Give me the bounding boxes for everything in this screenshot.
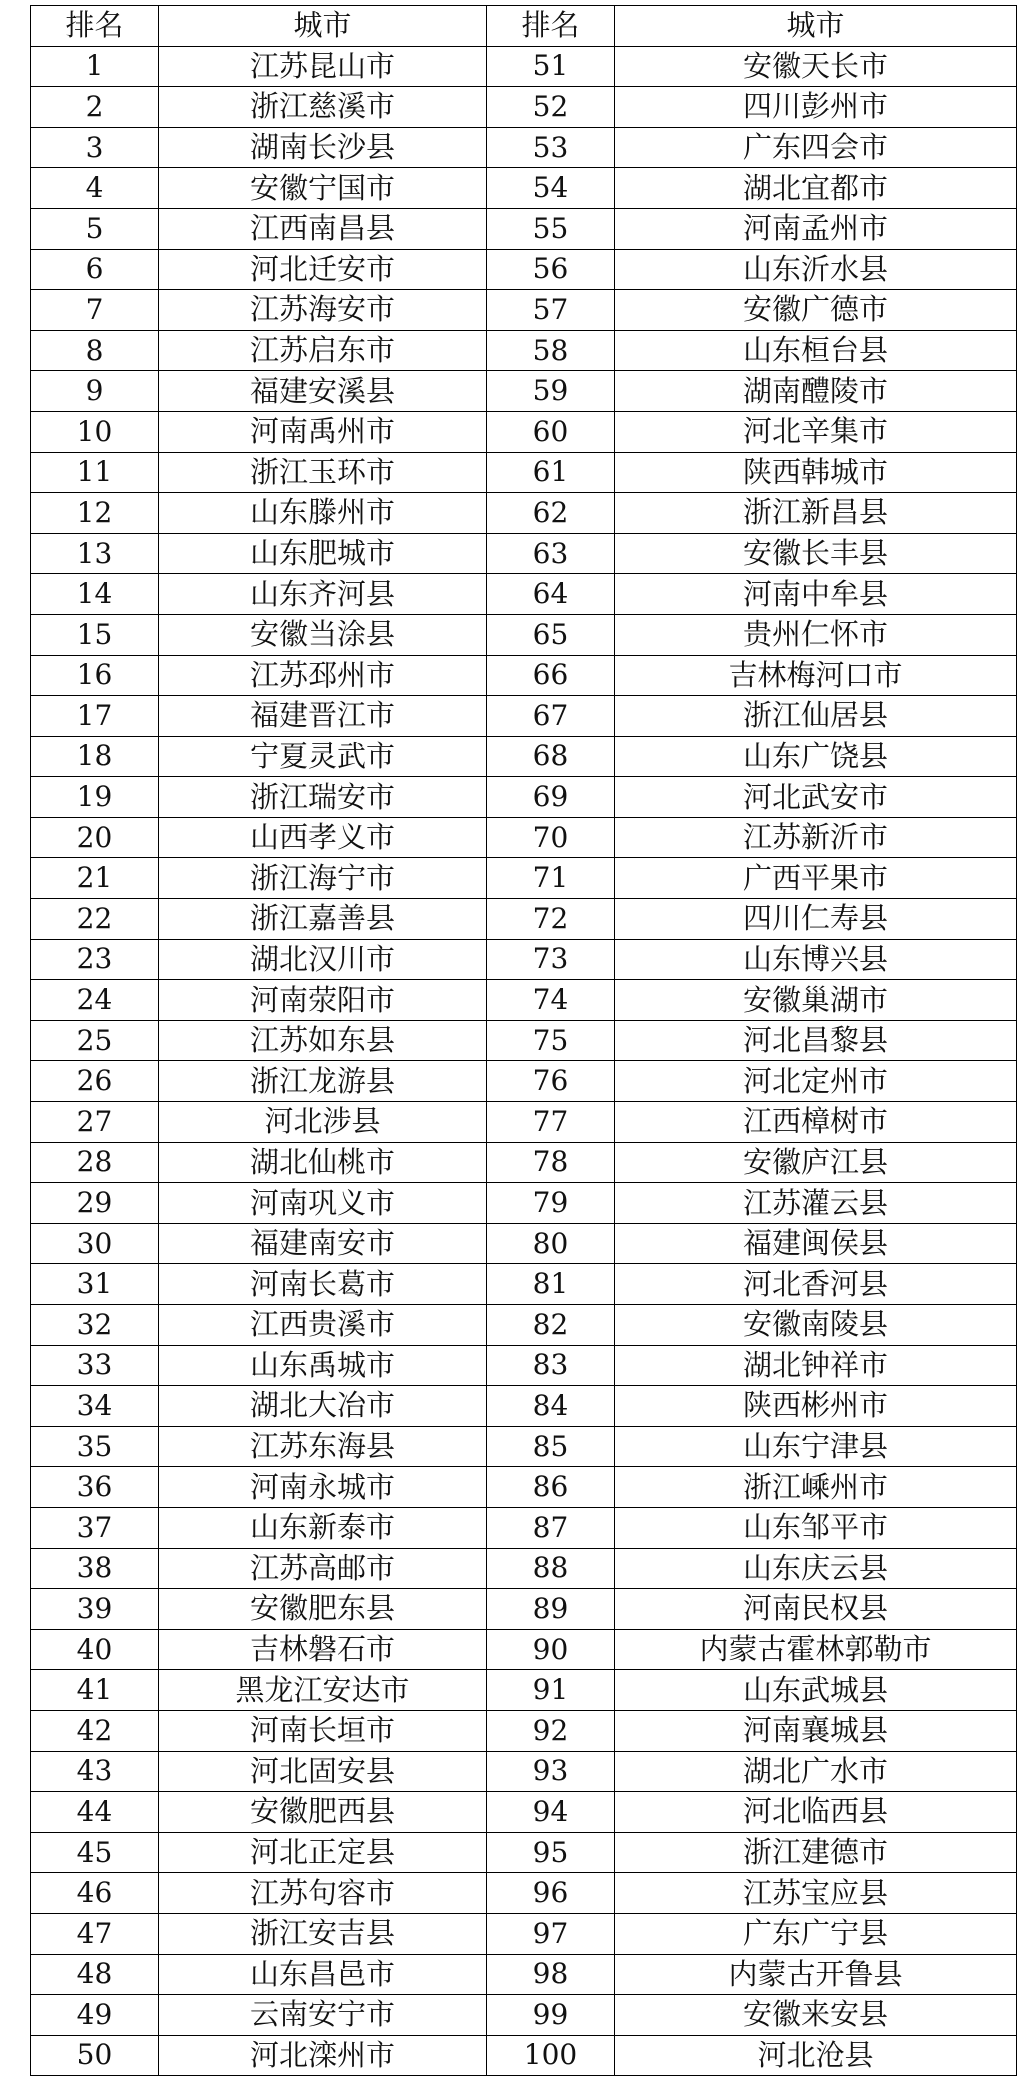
rank-right-cell: 94 (487, 1792, 615, 1833)
table-row (31, 1264, 1017, 1305)
rank-right-cell: 54 (487, 168, 615, 209)
city-left-cell: 山西孝义市 (159, 817, 487, 858)
city-left-cell: 山东禹城市 (159, 1345, 487, 1386)
rank-left-cell: 8 (31, 330, 159, 371)
rank-right-cell: 95 (487, 1832, 615, 1873)
rank-right-cell: 97 (487, 1913, 615, 1954)
rank-left-cell: 30 (31, 1223, 159, 1264)
city-right-cell: 山东庆云县 (615, 1548, 1017, 1589)
city-left-cell: 江苏句容市 (159, 1873, 487, 1914)
table-row (31, 1102, 1017, 1143)
rank-left-cell: 7 (31, 290, 159, 331)
rank-left-cell: 17 (31, 696, 159, 737)
rank-right-cell: 75 (487, 1020, 615, 1061)
city-right-cell: 山东武城县 (615, 1670, 1017, 1711)
city-left-cell: 黑龙江安达市 (159, 1670, 487, 1711)
rank-right-cell: 91 (487, 1670, 615, 1711)
table-row (31, 696, 1017, 737)
rank-right-cell: 57 (487, 290, 615, 331)
rank-left-cell: 49 (31, 1995, 159, 2036)
table-row (31, 817, 1017, 858)
city-left-cell: 福建晋江市 (159, 696, 487, 737)
table-row (31, 168, 1017, 209)
rank-right-cell: 92 (487, 1710, 615, 1751)
table-row (31, 1345, 1017, 1386)
rank-left-cell: 36 (31, 1467, 159, 1508)
city-left-cell: 安徽肥东县 (159, 1589, 487, 1630)
table-row (31, 736, 1017, 777)
city-right-cell: 河南中牟县 (615, 574, 1017, 615)
rank-left-cell: 26 (31, 1061, 159, 1102)
rank-left-cell: 19 (31, 777, 159, 818)
rank-left-cell: 48 (31, 1954, 159, 1995)
rank-left-cell: 15 (31, 614, 159, 655)
table-row (31, 980, 1017, 1021)
rank-right-cell: 98 (487, 1954, 615, 1995)
rank-right-cell: 80 (487, 1223, 615, 1264)
rank-right-cell: 85 (487, 1426, 615, 1467)
rank-right-cell: 53 (487, 127, 615, 168)
rank-left-cell: 32 (31, 1305, 159, 1346)
table-row (31, 1954, 1017, 1995)
table-row (31, 1751, 1017, 1792)
rank-right-cell: 87 (487, 1507, 615, 1548)
table-row (31, 452, 1017, 493)
rank-left-cell: 11 (31, 452, 159, 493)
city-right-cell: 河北昌黎县 (615, 1020, 1017, 1061)
city-right-cell: 陕西彬州市 (615, 1386, 1017, 1427)
rank-right-cell: 74 (487, 980, 615, 1021)
rank-left-cell: 43 (31, 1751, 159, 1792)
rank-right-cell: 58 (487, 330, 615, 371)
city-left-cell: 河南禹州市 (159, 411, 487, 452)
city-left-cell: 宁夏灵武市 (159, 736, 487, 777)
rank-left-cell: 45 (31, 1832, 159, 1873)
rank-right-cell: 70 (487, 817, 615, 858)
table-row (31, 1995, 1017, 2036)
city-right-cell: 江苏灌云县 (615, 1183, 1017, 1224)
city-left-cell: 河北涉县 (159, 1102, 487, 1143)
rank-left-cell: 18 (31, 736, 159, 777)
city-left-cell: 安徽宁国市 (159, 168, 487, 209)
city-right-cell: 安徽广德市 (615, 290, 1017, 331)
rank-left-cell: 44 (31, 1792, 159, 1833)
rank-left-cell: 27 (31, 1102, 159, 1143)
rank-left-cell: 40 (31, 1629, 159, 1670)
rank-right-cell: 52 (487, 87, 615, 128)
city-left-cell: 山东昌邑市 (159, 1954, 487, 1995)
city-left-cell: 山东新泰市 (159, 1507, 487, 1548)
rank-left-cell: 39 (31, 1589, 159, 1630)
rank-right-cell: 68 (487, 736, 615, 777)
city-right-cell: 吉林梅河口市 (615, 655, 1017, 696)
rank-right-cell: 55 (487, 208, 615, 249)
rank-left-cell: 46 (31, 1873, 159, 1914)
rank-left-cell: 9 (31, 371, 159, 412)
table-row (31, 371, 1017, 412)
table-row (31, 1467, 1017, 1508)
rank-left-cell: 12 (31, 493, 159, 534)
rank-right-cell: 60 (487, 411, 615, 452)
city-right-cell: 湖北广水市 (615, 1751, 1017, 1792)
city-right-cell: 陕西韩城市 (615, 452, 1017, 493)
city-right-cell: 安徽天长市 (615, 46, 1017, 87)
table-row (31, 614, 1017, 655)
rank-left-cell: 14 (31, 574, 159, 615)
rank-right-cell: 56 (487, 249, 615, 290)
table-row (31, 1589, 1017, 1630)
city-right-cell: 河北定州市 (615, 1061, 1017, 1102)
table-row (31, 1223, 1017, 1264)
city-right-cell: 山东桓台县 (615, 330, 1017, 371)
rank-left-cell: 24 (31, 980, 159, 1021)
table-row (31, 1386, 1017, 1427)
city-right-cell: 山东广饶县 (615, 736, 1017, 777)
table-row (31, 1792, 1017, 1833)
table-row (31, 46, 1017, 87)
city-left-cell: 浙江慈溪市 (159, 87, 487, 128)
rank-right-cell: 83 (487, 1345, 615, 1386)
city-right-cell: 浙江嵊州市 (615, 1467, 1017, 1508)
table-row (31, 1832, 1017, 1873)
city-left-cell: 浙江嘉善县 (159, 899, 487, 940)
rank-right-cell: 84 (487, 1386, 615, 1427)
rank-left-cell: 6 (31, 249, 159, 290)
rank-left-cell: 31 (31, 1264, 159, 1305)
table-row (31, 249, 1017, 290)
city-left-cell: 河北滦州市 (159, 2035, 487, 2076)
rank-right-cell: 86 (487, 1467, 615, 1508)
rank-right-cell: 88 (487, 1548, 615, 1589)
city-left-cell: 河南长葛市 (159, 1264, 487, 1305)
city-left-cell: 浙江安吉县 (159, 1913, 487, 1954)
city-right-cell: 山东宁津县 (615, 1426, 1017, 1467)
rank-left-cell: 42 (31, 1710, 159, 1751)
city-left-cell: 江苏海安市 (159, 290, 487, 331)
rank-right-cell: 79 (487, 1183, 615, 1224)
rank-right-cell: 82 (487, 1305, 615, 1346)
table-row (31, 2035, 1017, 2076)
table-row (31, 899, 1017, 940)
table-row (31, 858, 1017, 899)
rank-left-cell: 28 (31, 1142, 159, 1183)
city-left-cell: 湖北仙桃市 (159, 1142, 487, 1183)
city-right-cell: 内蒙古开鲁县 (615, 1954, 1017, 1995)
city-left-cell: 福建南安市 (159, 1223, 487, 1264)
city-left-cell: 江苏邳州市 (159, 655, 487, 696)
table-row (31, 1061, 1017, 1102)
city-right-cell: 浙江新昌县 (615, 493, 1017, 534)
table-row (31, 208, 1017, 249)
city-right-cell: 湖北宜都市 (615, 168, 1017, 209)
rank-right-cell: 51 (487, 46, 615, 87)
city-left-cell: 浙江龙游县 (159, 1061, 487, 1102)
table-row (31, 1142, 1017, 1183)
rank-left-cell: 33 (31, 1345, 159, 1386)
city-left-cell: 山东滕州市 (159, 493, 487, 534)
rank-right-cell: 93 (487, 1751, 615, 1792)
city-left-cell: 河南永城市 (159, 1467, 487, 1508)
rank-right-cell: 65 (487, 614, 615, 655)
city-left-cell: 云南安宁市 (159, 1995, 487, 2036)
rank-right-cell: 78 (487, 1142, 615, 1183)
city-left-cell: 湖南长沙县 (159, 127, 487, 168)
table-row (31, 1020, 1017, 1061)
table-header-row (31, 6, 1017, 47)
table-row (31, 1670, 1017, 1711)
table-row (31, 655, 1017, 696)
city-left-cell: 江苏高邮市 (159, 1548, 487, 1589)
rank-left-cell: 16 (31, 655, 159, 696)
header-city-left: 城市 (159, 6, 487, 47)
city-right-cell: 河北辛集市 (615, 411, 1017, 452)
city-left-cell: 吉林磐石市 (159, 1629, 487, 1670)
city-left-cell: 江西贵溪市 (159, 1305, 487, 1346)
city-right-cell: 四川彭州市 (615, 87, 1017, 128)
header-rank-right: 排名 (487, 6, 615, 47)
city-right-cell: 安徽长丰县 (615, 533, 1017, 574)
city-left-cell: 湖北汉川市 (159, 939, 487, 980)
city-right-cell: 安徽巢湖市 (615, 980, 1017, 1021)
rank-left-cell: 10 (31, 411, 159, 452)
city-right-cell: 广东四会市 (615, 127, 1017, 168)
rank-right-cell: 76 (487, 1061, 615, 1102)
city-right-cell: 内蒙古霍林郭勒市 (615, 1629, 1017, 1670)
city-right-cell: 山东邹平市 (615, 1507, 1017, 1548)
rank-left-cell: 38 (31, 1548, 159, 1589)
rank-left-cell: 23 (31, 939, 159, 980)
rank-left-cell: 22 (31, 899, 159, 940)
table-row (31, 1426, 1017, 1467)
rank-left-cell: 35 (31, 1426, 159, 1467)
rank-left-cell: 41 (31, 1670, 159, 1711)
city-right-cell: 河南襄城县 (615, 1710, 1017, 1751)
rank-left-cell: 4 (31, 168, 159, 209)
rank-left-cell: 21 (31, 858, 159, 899)
city-right-cell: 江苏新沂市 (615, 817, 1017, 858)
rank-right-cell: 81 (487, 1264, 615, 1305)
city-right-cell: 河北临西县 (615, 1792, 1017, 1833)
city-left-cell: 江西南昌县 (159, 208, 487, 249)
city-right-cell: 安徽庐江县 (615, 1142, 1017, 1183)
city-right-cell: 广西平果市 (615, 858, 1017, 899)
city-left-cell: 浙江玉环市 (159, 452, 487, 493)
table-row (31, 939, 1017, 980)
city-left-cell: 河北迁安市 (159, 249, 487, 290)
table-row (31, 574, 1017, 615)
header-city-right: 城市 (615, 6, 1017, 47)
rank-left-cell: 20 (31, 817, 159, 858)
table-row (31, 1183, 1017, 1224)
rank-left-cell: 2 (31, 87, 159, 128)
city-right-cell: 江西樟树市 (615, 1102, 1017, 1143)
table-row (31, 1305, 1017, 1346)
table-row (31, 1548, 1017, 1589)
rank-right-cell: 73 (487, 939, 615, 980)
city-left-cell: 山东齐河县 (159, 574, 487, 615)
rank-right-cell: 69 (487, 777, 615, 818)
city-left-cell: 河北正定县 (159, 1832, 487, 1873)
city-right-cell: 河南孟州市 (615, 208, 1017, 249)
table-row (31, 330, 1017, 371)
rank-right-cell: 59 (487, 371, 615, 412)
header-rank-left: 排名 (31, 6, 159, 47)
city-left-cell: 江苏昆山市 (159, 46, 487, 87)
city-right-cell: 福建闽侯县 (615, 1223, 1017, 1264)
table-row (31, 1629, 1017, 1670)
city-right-cell: 广东广宁县 (615, 1913, 1017, 1954)
city-left-cell: 江苏东海县 (159, 1426, 487, 1467)
rank-right-cell: 100 (487, 2035, 615, 2076)
city-right-cell: 浙江仙居县 (615, 696, 1017, 737)
rank-right-cell: 66 (487, 655, 615, 696)
rank-left-cell: 37 (31, 1507, 159, 1548)
rank-right-cell: 62 (487, 493, 615, 534)
rank-right-cell: 89 (487, 1589, 615, 1630)
city-right-cell: 山东博兴县 (615, 939, 1017, 980)
city-right-cell: 河北武安市 (615, 777, 1017, 818)
table-row (31, 533, 1017, 574)
city-right-cell: 江苏宝应县 (615, 1873, 1017, 1914)
rank-right-cell: 63 (487, 533, 615, 574)
rank-right-cell: 71 (487, 858, 615, 899)
table-row (31, 127, 1017, 168)
rank-left-cell: 34 (31, 1386, 159, 1427)
city-left-cell: 河南长垣市 (159, 1710, 487, 1751)
city-left-cell: 安徽肥西县 (159, 1792, 487, 1833)
rank-right-cell: 64 (487, 574, 615, 615)
city-left-cell: 山东肥城市 (159, 533, 487, 574)
table-body (31, 46, 1017, 2076)
city-right-cell: 山东沂水县 (615, 249, 1017, 290)
table-row (31, 411, 1017, 452)
rank-left-cell: 5 (31, 208, 159, 249)
rank-left-cell: 3 (31, 127, 159, 168)
city-right-cell: 湖南醴陵市 (615, 371, 1017, 412)
table-row (31, 777, 1017, 818)
rank-right-cell: 77 (487, 1102, 615, 1143)
city-right-cell: 湖北钟祥市 (615, 1345, 1017, 1386)
city-left-cell: 福建安溪县 (159, 371, 487, 412)
rank-left-cell: 47 (31, 1913, 159, 1954)
table-row (31, 1710, 1017, 1751)
rank-left-cell: 50 (31, 2035, 159, 2076)
table-row (31, 1913, 1017, 1954)
table-row (31, 1507, 1017, 1548)
rank-left-cell: 1 (31, 46, 159, 87)
city-left-cell: 河北固安县 (159, 1751, 487, 1792)
rank-right-cell: 67 (487, 696, 615, 737)
city-left-cell: 安徽当涂县 (159, 614, 487, 655)
city-right-cell: 河北沧县 (615, 2035, 1017, 2076)
city-left-cell: 河南荥阳市 (159, 980, 487, 1021)
table-row (31, 87, 1017, 128)
city-right-cell: 四川仁寿县 (615, 899, 1017, 940)
rank-right-cell: 90 (487, 1629, 615, 1670)
rank-right-cell: 61 (487, 452, 615, 493)
rank-right-cell: 96 (487, 1873, 615, 1914)
city-right-cell: 贵州仁怀市 (615, 614, 1017, 655)
table-row (31, 1873, 1017, 1914)
city-right-cell: 河北香河县 (615, 1264, 1017, 1305)
rank-right-cell: 72 (487, 899, 615, 940)
table-row (31, 493, 1017, 534)
table-row (31, 290, 1017, 331)
city-left-cell: 河南巩义市 (159, 1183, 487, 1224)
city-left-cell: 浙江瑞安市 (159, 777, 487, 818)
city-right-cell: 浙江建德市 (615, 1832, 1017, 1873)
city-left-cell: 江苏如东县 (159, 1020, 487, 1061)
city-left-cell: 江苏启东市 (159, 330, 487, 371)
city-left-cell: 湖北大冶市 (159, 1386, 487, 1427)
city-right-cell: 安徽来安县 (615, 1995, 1017, 2036)
rank-left-cell: 29 (31, 1183, 159, 1224)
city-left-cell: 浙江海宁市 (159, 858, 487, 899)
ranking-table (30, 5, 1017, 2076)
rank-right-cell: 99 (487, 1995, 615, 2036)
rank-left-cell: 13 (31, 533, 159, 574)
rank-left-cell: 25 (31, 1020, 159, 1061)
city-right-cell: 河南民权县 (615, 1589, 1017, 1630)
city-right-cell: 安徽南陵县 (615, 1305, 1017, 1346)
